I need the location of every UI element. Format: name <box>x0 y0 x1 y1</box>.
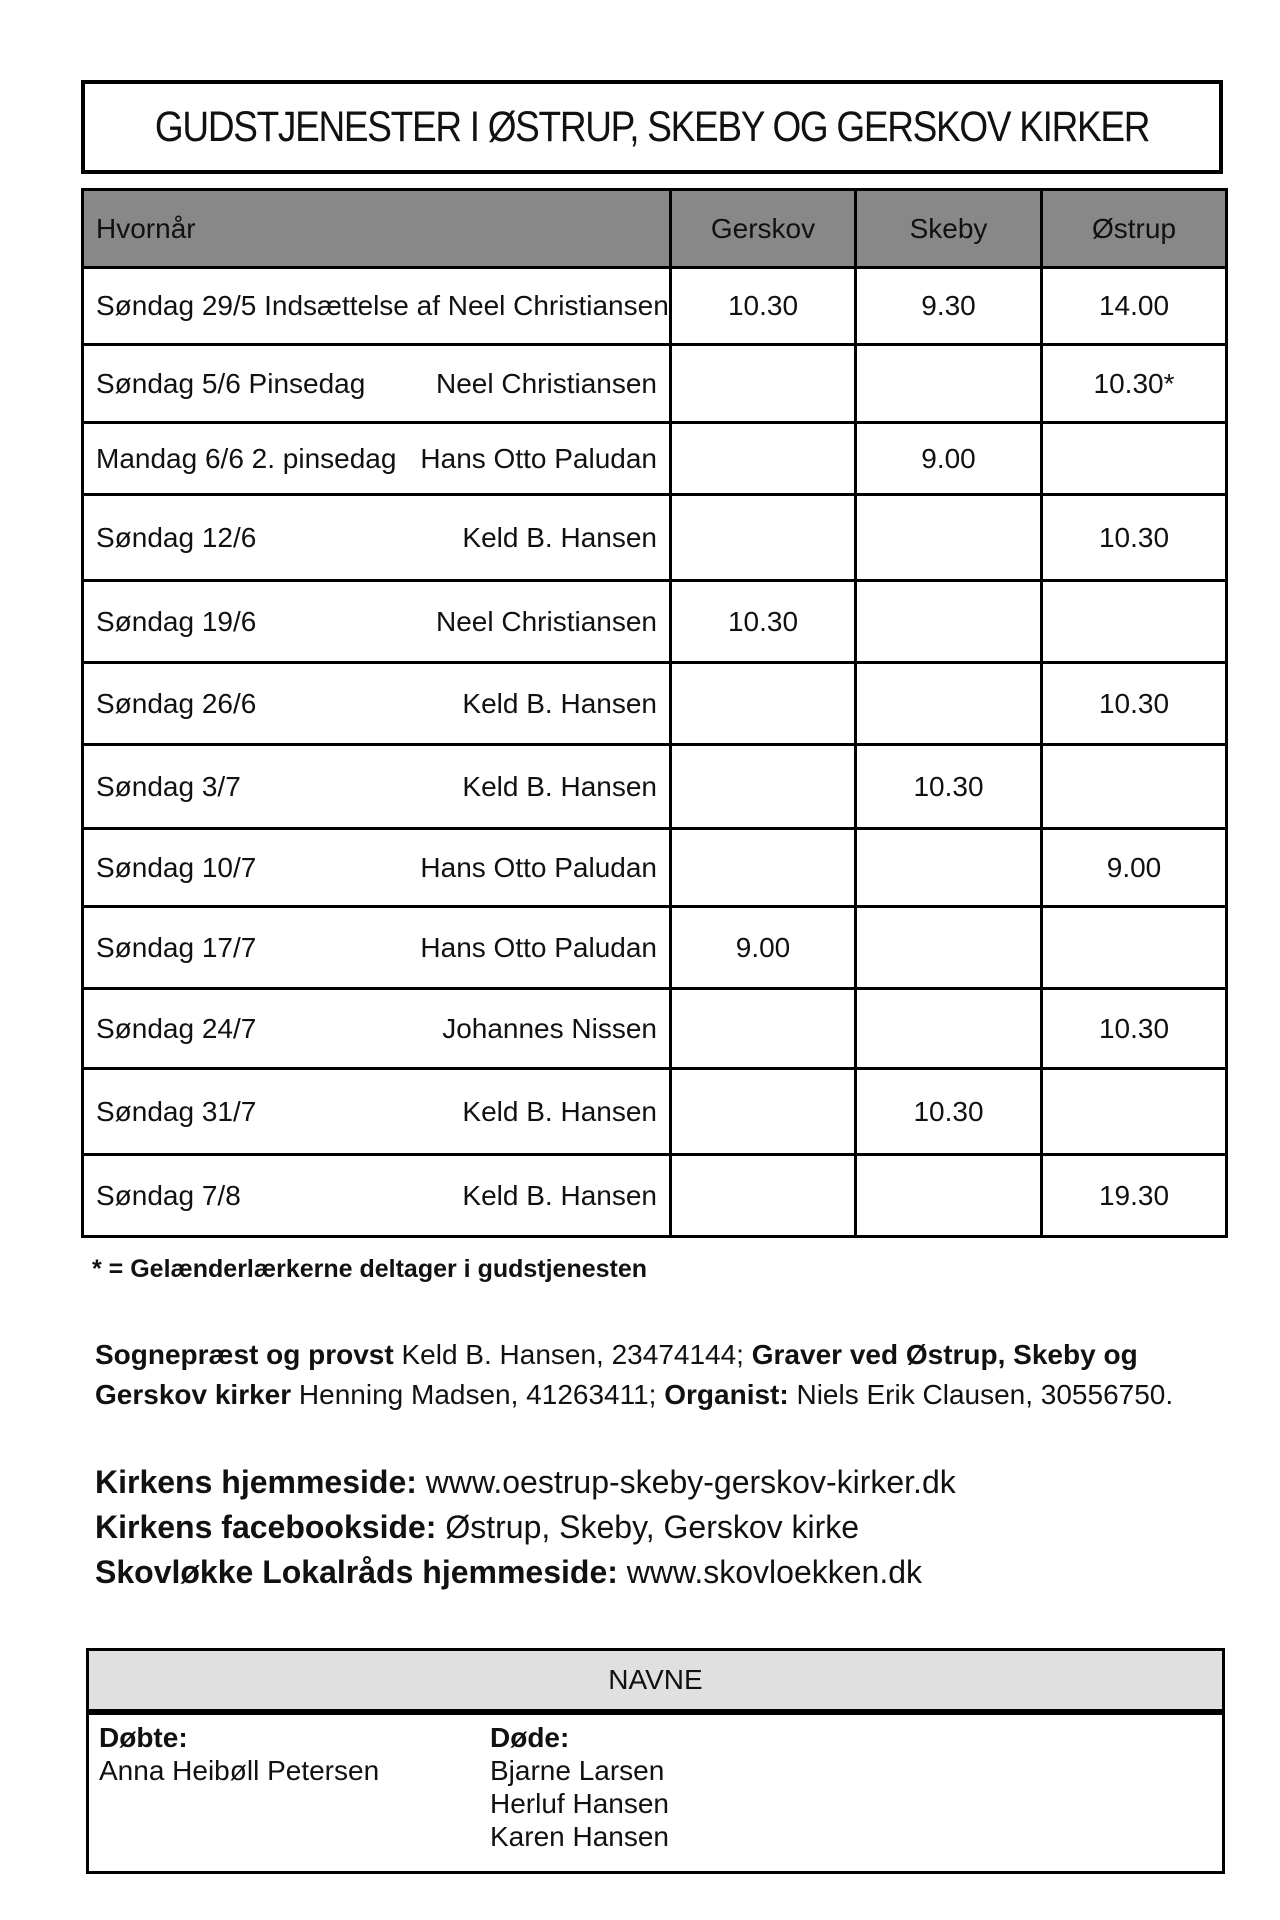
table-row <box>83 423 1227 495</box>
service-day: Søndag 31/7 <box>96 1095 257 1127</box>
website-line <box>95 1460 1225 1505</box>
facebook-line <box>95 1505 1225 1550</box>
title-box <box>81 80 1223 174</box>
names-title: NAVNE <box>89 1651 1222 1715</box>
cell-time-skeby <box>856 345 1042 423</box>
local-council-line <box>95 1550 1225 1595</box>
header-skeby: Skeby <box>856 190 1042 268</box>
cell-time-skeby: 10.30 <box>856 745 1042 829</box>
facebook-label: Kirkens facebookside: <box>95 1509 437 1545</box>
service-priest: Hans Otto Paludan <box>420 851 657 883</box>
table-row <box>83 907 1227 989</box>
table-row <box>83 745 1227 829</box>
service-priest: Hans Otto Paludan <box>420 442 657 474</box>
website-link[interactable]: www.oestrup-skeby-gerskov-kirker.dk <box>416 1464 956 1500</box>
cell-time-skeby: 10.30 <box>856 1069 1042 1155</box>
local-council-label: Skovløkke Lokalråds hjemmeside: <box>95 1554 618 1590</box>
cell-time-ostrup: 10.30 <box>1042 495 1227 581</box>
staff-info <box>95 1335 1225 1415</box>
staff-label-organist: Organist: <box>664 1379 789 1410</box>
cell-time-ostrup <box>1042 581 1227 663</box>
table-row <box>83 829 1227 907</box>
cell-time-gerskov <box>671 663 856 745</box>
cell-time-ostrup <box>1042 423 1227 495</box>
baptized-column <box>99 1721 379 1787</box>
cell-time-gerskov <box>671 495 856 581</box>
cell-when <box>83 663 671 745</box>
cell-when <box>83 345 671 423</box>
cell-time-ostrup: 10.30 <box>1042 989 1227 1069</box>
cell-time-skeby <box>856 989 1042 1069</box>
facebook-value: Østrup, Skeby, Gerskov kirke <box>436 1509 860 1545</box>
cell-time-gerskov <box>671 345 856 423</box>
cell-time-gerskov <box>671 1155 856 1237</box>
header-gerskov: Gerskov <box>671 190 856 268</box>
baptized-name: Anna Heibøll Petersen <box>99 1755 380 1786</box>
service-day: Søndag 17/7 <box>96 931 257 963</box>
service-priest: Keld B. Hansen <box>462 1179 657 1211</box>
cell-time-ostrup: 10.30 <box>1042 663 1227 745</box>
cell-when <box>83 907 671 989</box>
staff-label-gravedigger: Graver ved Østrup, Skeby og Gerskov kirker <box>95 1339 1138 1410</box>
service-day: Søndag 10/7 <box>96 851 257 883</box>
cell-time-ostrup <box>1042 1069 1227 1155</box>
cell-time-skeby: 9.00 <box>856 423 1042 495</box>
service-day: Søndag 19/6 <box>96 605 257 637</box>
cell-time-skeby <box>856 1155 1042 1237</box>
cell-time-ostrup <box>1042 907 1227 989</box>
cell-time-gerskov <box>671 745 856 829</box>
cell-time-gerskov <box>671 423 856 495</box>
cell-time-skeby <box>856 663 1042 745</box>
service-day: Søndag 3/7 <box>96 770 241 802</box>
service-day: Mandag 6/6 2. pinsedag <box>96 442 397 474</box>
cell-when <box>83 1155 671 1237</box>
table-row <box>83 268 1227 345</box>
service-priest: Neel Christiansen <box>436 367 657 399</box>
deceased-name: Herluf Hansen <box>490 1788 669 1819</box>
cell-when <box>83 423 671 495</box>
service-day: Søndag 29/5 Indsættelse af Neel Christiansen <box>96 290 669 321</box>
table-row <box>83 1155 1227 1237</box>
deceased-name: Bjarne Larsen <box>490 1755 665 1786</box>
service-priest: Keld B. Hansen <box>462 770 657 802</box>
cell-time-ostrup: 19.30 <box>1042 1155 1227 1237</box>
cell-when <box>83 268 671 345</box>
cell-when <box>83 495 671 581</box>
cell-time-gerskov: 10.30 <box>671 268 856 345</box>
baptized-label: Døbte: <box>99 1722 188 1753</box>
cell-when <box>83 1069 671 1155</box>
footnote: * = Gelænderlærkerne deltager i gudstjenesten <box>92 1255 648 1283</box>
service-day: Søndag 5/6 Pinsedag <box>96 367 366 399</box>
service-day: Søndag 26/6 <box>96 687 257 719</box>
cell-time-gerskov: 10.30 <box>671 581 856 663</box>
service-priest: Keld B. Hansen <box>462 1095 657 1127</box>
header-ostrup: Østrup <box>1042 190 1227 268</box>
cell-time-gerskov <box>671 989 856 1069</box>
cell-time-ostrup: 14.00 <box>1042 268 1227 345</box>
deceased-label: Døde: <box>490 1722 570 1753</box>
service-priest: Keld B. Hansen <box>462 687 657 719</box>
cell-time-ostrup: 10.30* <box>1042 345 1227 423</box>
staff-value-organist: Niels Erik Clausen, 30556750. <box>788 1379 1174 1410</box>
table-row <box>83 345 1227 423</box>
cell-when <box>83 581 671 663</box>
cell-time-skeby <box>856 907 1042 989</box>
cell-when <box>83 745 671 829</box>
service-priest: Neel Christiansen <box>436 605 657 637</box>
staff-value-priest: Keld B. Hansen, 23474144; <box>393 1339 752 1370</box>
service-priest: Hans Otto Paludan <box>420 931 657 963</box>
cell-time-skeby <box>856 495 1042 581</box>
deceased-name: Karen Hansen <box>490 1821 670 1852</box>
service-priest: Keld B. Hansen <box>462 521 657 553</box>
table-row <box>83 1069 1227 1155</box>
local-council-link[interactable]: www.skovloekken.dk <box>617 1554 923 1590</box>
cell-time-skeby <box>856 581 1042 663</box>
website-label: Kirkens hjemmeside: <box>95 1464 417 1500</box>
service-schedule-table <box>81 188 1228 1238</box>
links-section <box>95 1460 1225 1595</box>
cell-time-gerskov <box>671 829 856 907</box>
service-day: Søndag 24/7 <box>96 1012 257 1044</box>
cell-time-skeby <box>856 829 1042 907</box>
cell-when <box>83 989 671 1069</box>
service-day: Søndag 12/6 <box>96 521 257 553</box>
deceased-column <box>490 1721 669 1853</box>
staff-value-gravedigger: Henning Madsen, 41263411; <box>291 1379 665 1410</box>
cell-time-ostrup: 9.00 <box>1042 829 1227 907</box>
table-header-row <box>83 190 1227 268</box>
header-when: Hvornår <box>83 190 671 268</box>
cell-time-ostrup <box>1042 745 1227 829</box>
table-row <box>83 581 1227 663</box>
names-box <box>86 1648 1225 1874</box>
table-row <box>83 989 1227 1069</box>
cell-time-skeby: 9.30 <box>856 268 1042 345</box>
page-title: GUDSTJENESTER I ØSTRUP, SKEBY OG GERSKOV KIRKER <box>154 102 1150 151</box>
table-row <box>83 495 1227 581</box>
table-row <box>83 663 1227 745</box>
service-priest: Johannes Nissen <box>442 1012 657 1044</box>
cell-when <box>83 829 671 907</box>
staff-label-priest: Sognepræst og provst <box>95 1339 394 1370</box>
cell-time-gerskov <box>671 1069 856 1155</box>
cell-time-gerskov: 9.00 <box>671 907 856 989</box>
service-day: Søndag 7/8 <box>96 1179 241 1211</box>
